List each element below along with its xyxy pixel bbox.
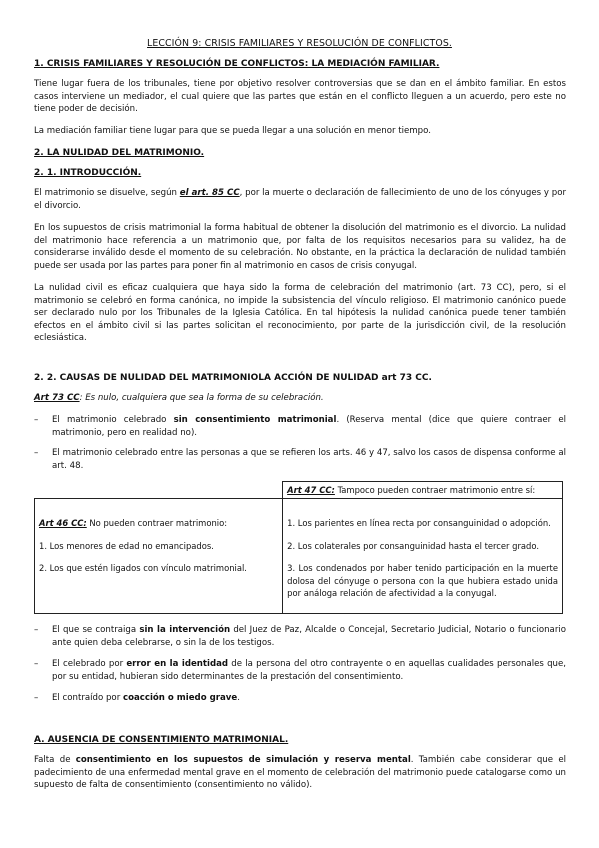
section-2-heading: 2. LA NULIDAD DEL MATRIMONIO. [34, 148, 205, 158]
text-run: . (Reserva mental (dice que quiere contraer el matrimonio, pero en realidad no). [52, 415, 566, 438]
list-item [34, 624, 566, 649]
emphasis: sin la intervención [139, 625, 231, 635]
emphasis: error en la identidad [126, 659, 229, 670]
article-47-heading: Tampoco pueden contraer matrimonio entre sí: [334, 485, 536, 495]
list-item [34, 414, 566, 439]
text-run: El matrimonio celebrado entre las personas a que se refieren los arts. 46 y 47, salvo los casos de dispensa conforme al art. 48. [52, 448, 566, 471]
impediments-table [34, 481, 563, 614]
section-a-heading: A. AUSENCIA DE CONSENTIMIENTO MATRIMONIAL. [34, 735, 289, 745]
article-47-item: 1. Los parientes en línea recta por consanguinidad o adopción. [287, 518, 551, 529]
section-2-1-heading: 2. 1. INTRODUCCIÓN. [34, 168, 142, 178]
article-47-heading-cell [283, 482, 563, 499]
text-run: de la persona del otro contrayente o en aquellas cualidades personales que, por su entidad, hubieran sido determinantes de la prestación del consentimiento. [52, 659, 566, 682]
text-run: El celebrado por [52, 659, 127, 670]
section-2-1-paragraph-3: La nulidad civil es eficaz cualquiera que haya sido la forma de celebración del matrimonio (art. 73 CC), pero, si el matrimonio se celebró en forma canónica, no impide la subsistencia del vínculo religioso. El matrimonio canónico puede ser declarado nulo por los Tribunales de la Iglesia Católica. En tal hipótesis la nulidad canónica puede tener también efectos en el ámbito civil si las partes solicitan el reconocimiento, por parte de la jurisdicción civil, de la resolución eclesiástica. [34, 283, 566, 344]
article-85-reference: el art. 85 CC [179, 188, 240, 198]
article-46-reference: Art 46 CC: [39, 518, 87, 529]
article-73-intro [34, 392, 566, 405]
text-run: . [237, 693, 240, 704]
emphasis: consentimiento en los supuestos de simulación y reserva mental [75, 755, 411, 765]
section-2-1-paragraph-1 [34, 187, 566, 212]
article-73-text: : Es nulo, cualquiera que sea la forma de su celebración. [79, 393, 324, 403]
document-title: LECCIÓN 9: CRISIS FAMILIARES Y RESOLUCIÓN DE CONFLICTOS. [147, 38, 452, 49]
article-46-heading: No pueden contraer matrimonio: [86, 518, 228, 529]
section-1-heading: 1. CRISIS FAMILIARES Y RESOLUCIÓN DE CONFLICTOS: LA MEDIACIÓN FAMILIAR. [34, 59, 440, 69]
text-run: del Juez de Paz, Alcalde o Concejal, Secretario Judicial, Notario o funcionario ante quien deba celebrarse, o sin la de los testigos. [52, 625, 566, 648]
section-1-paragraph-2: La mediación familiar tiene lugar para que se pueda llegar a una solución en menor tiempo. [34, 126, 431, 136]
article-46-item: 1. Los menores de edad no emancipados. [39, 540, 214, 551]
article-46-heading-line [39, 517, 278, 529]
article-47-reference: Art 47 CC: [287, 485, 335, 495]
article-73-reference: Art 73 CC [34, 393, 80, 403]
text-run: El matrimonio se disuelve, según [34, 188, 180, 198]
article-47-item: 2. Los colaterales por consanguinidad hasta el tercer grado. [287, 540, 540, 551]
text-run: Falta de [34, 755, 76, 765]
emphasis: coacción o miedo grave [122, 693, 238, 704]
text-run: , por la muerte o declaración de fallecimiento de uno de los cónyuges y por el divorcio. [34, 188, 567, 211]
list-item [34, 447, 566, 472]
table-cell-empty [35, 482, 283, 499]
table-row [35, 482, 563, 499]
article-46-item: 2. Los que estén ligados con vínculo matrimonial. [39, 563, 247, 574]
article-47-item: 3. Los condenados por haber tenido participación en la muerte dolosa del cónyuge o persona con la que hubiera estado unida por análoga relación de afectividad a la conyugal. [287, 563, 558, 599]
section-a-paragraph [34, 754, 566, 792]
text-run: El contraído por [52, 693, 123, 704]
emphasis: sin consentimiento matrimonial [173, 415, 337, 425]
article-47-cell [283, 499, 563, 614]
list-item [34, 692, 566, 705]
article-46-cell [35, 499, 283, 614]
section-2-2-heading: 2. 2. CAUSAS DE NULIDAD DEL MATRIMONIOLA ACCIÓN DE NULIDAD art 73 CC. [34, 373, 432, 383]
section-1-paragraph-1: Tiene lugar fuera de los tribunales, tiene por objetivo resolver controversias que se dan en el ámbito familiar. En estos casos interviene un mediador, el cual quiere que las partes que están en el conflicto lleguen a un acuerdo, pero este no tiene poder de decisión. [34, 79, 566, 115]
nullity-causes-list-bottom [34, 624, 566, 705]
text-run: . También cabe considerar que el padecimiento de una enfermedad mental grave en el momento de celebración del matrimonio puede catalogarse como un supuesto de falta de consentimiento (consentimiento no válido). [34, 755, 567, 791]
nullity-causes-list-top [34, 414, 566, 472]
text-run: El que se contraiga [52, 625, 140, 635]
section-2-1-paragraph-2: En los supuestos de crisis matrimonial la forma habitual de obtener la disolución del matrimonio es el divorcio. La nulidad del matrimonio hace referencia a un matrimonio que, por falta de los requisitos necesarios para su validez, ha de considerarse inválido desde el momento de su celebración. No obstante, en la práctica la declaración de nulidad también puede ser usada por las partes para poner fin al matrimonio en casos de crisis conyugal. [34, 223, 566, 271]
table-row [35, 499, 563, 614]
text-run: El matrimonio celebrado [52, 415, 174, 425]
list-item [34, 658, 566, 683]
